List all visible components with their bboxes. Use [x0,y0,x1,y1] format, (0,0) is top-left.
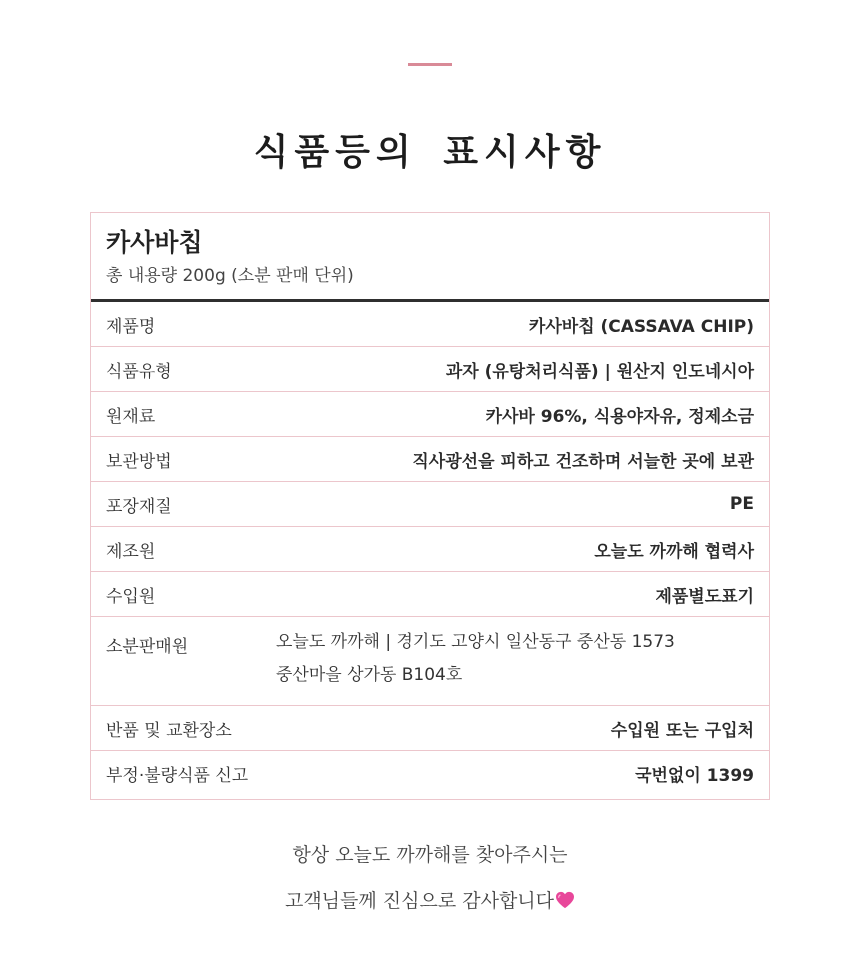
row-value: 오늘도 까까해 협력사 [594,541,754,562]
product-volume: 총 내용량 200g (소분 판매 단위) [106,266,354,286]
accent-divider [408,63,452,66]
row-value: 카사바 96%, 식용야자유, 정제소금 [485,406,754,427]
row-label: 보관방법 [106,451,172,472]
row-value: 카사바칩 (CASSAVA CHIP) [528,316,754,337]
table-row [91,706,769,751]
row-label: 소분판매원 [106,637,189,657]
product-header [91,213,769,302]
table-row [91,527,769,572]
row-label: 제조원 [106,541,156,562]
footer-message-text: 고객님들께 진심으로 감사합니다 [284,890,555,912]
row-value: 직사광선을 피하고 건조하며 서늘한 곳에 보관 [412,451,754,472]
table-row [91,437,769,482]
distributor-address-line2: 중산마을 상가동 B104호 [276,665,463,685]
row-label: 부정·불량식품 신고 [106,765,249,786]
row-label: 식품유형 [106,361,172,382]
row-label: 원재료 [106,406,156,427]
heart-icon [555,891,575,909]
footer-message-line2 [0,886,860,913]
row-value: PE [729,494,754,514]
row-value: 제품별도표기 [655,586,754,607]
table-row [91,392,769,437]
table-row [91,751,769,795]
distributor-address-line1: 오늘도 까까해 | 경기도 고양시 일산동구 중산동 1573 [276,632,675,652]
row-value: 수입원 또는 구입처 [610,720,754,741]
row-value: 과자 (유탕처리식품) | 원산지 인도네시아 [445,361,754,382]
label-info-table [90,212,770,800]
table-row [91,572,769,617]
row-label: 수입원 [106,586,156,607]
distributor-address [276,626,675,692]
table-row [91,347,769,392]
row-label: 반품 및 교환장소 [106,720,232,741]
footer-message-line1: 항상 오늘도 까까해를 찾아주시는 [292,844,568,866]
row-label: 제품명 [106,316,156,337]
table-row [91,302,769,347]
table-row [91,482,769,527]
row-value: 국번없이 1399 [635,765,754,786]
page-title: 식품등의 표시사항 [253,132,607,173]
row-label: 포장재질 [106,496,172,517]
distributor-row [91,617,769,706]
product-name: 카사바칩 [106,228,203,257]
